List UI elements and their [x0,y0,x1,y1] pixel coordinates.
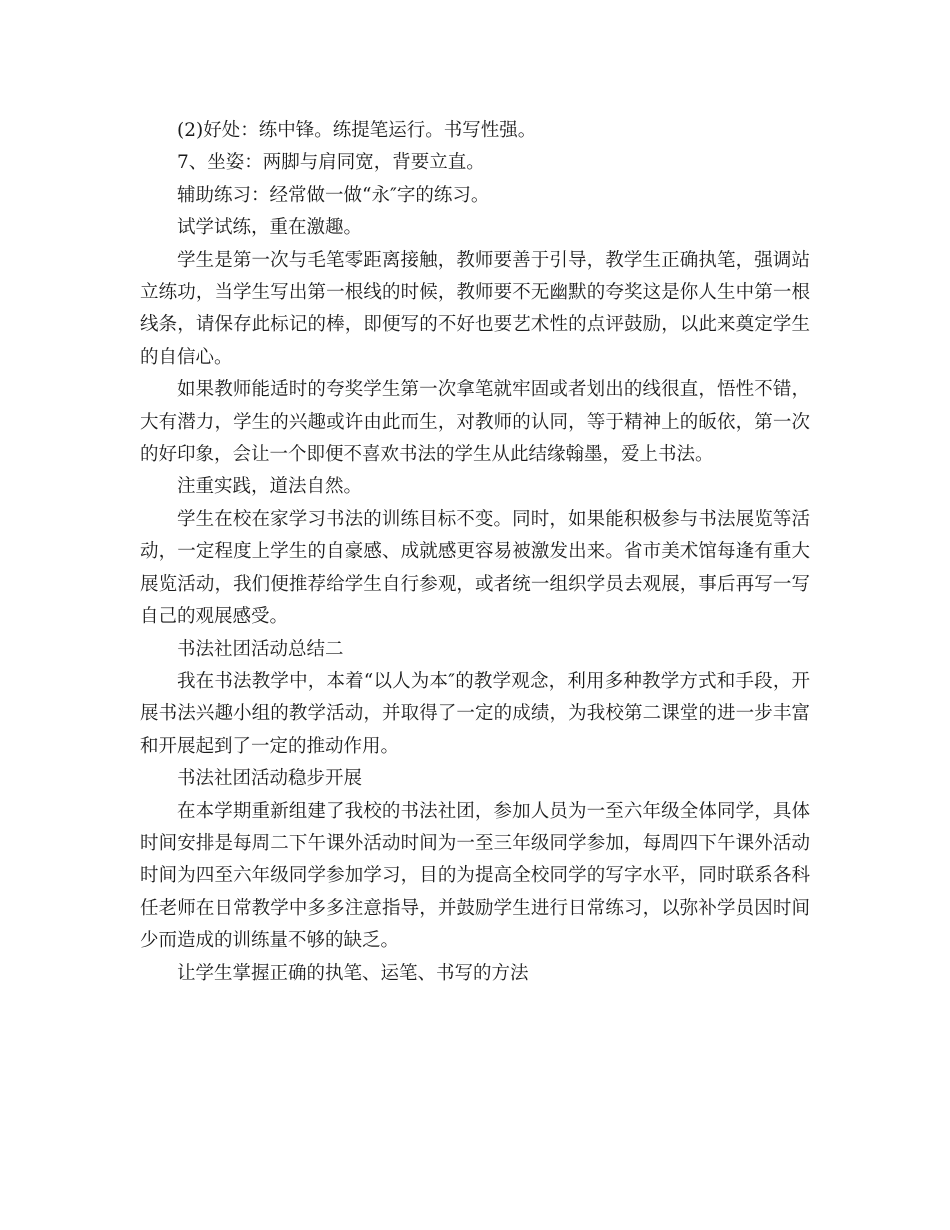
paragraph-club-schedule: 在本学期重新组建了我校的书法社团，参加人员为一至六年级全体同学，具体时间安排是每周二下午课外活动时间为一至三年级同学参加，每周四下午课外活动时间为四至六年级同学参加学习，目的为提高全校同学的写字水平，同时联系各科任老师在日常教学中多多注意指导，并鼓励学生进行日常练习，以弥补学员因时间少而造成的训练量不够的缺乏。 [140,800,810,952]
paragraph-auxiliary-practice: 辅助练习：经常做一做“永″字的练习。 [177,184,490,206]
heading-correct-method: 让学生掌握正确的执笔、运笔、书写的方法 [177,962,529,984]
heading-practice-nature: 注重实践，道法自然。 [177,476,363,498]
paragraph-exhibitions: 学生在校在家学习书法的训练目标不变。同时，如果能积极参与书法展览等活动，一定程度上学生的自豪感、成就感更容易被激发出来。省市美术馆每逢有重大展览活动，我们便推荐给学生自行参观，或者统一组织学员去观展，事后再写一写自己的观展感受。 [140,508,810,628]
document-body [140,115,810,990]
paragraph-first-contact: 学生是第一次与毛笔零距离接触，教师要善于引导，教学生正确执笔，强调站立练功，当学生写出第一根线的时候，教师要不无幽默的夸奖这是你人生中第一根线条，请保存此标记的棒，即便写的不好也要艺术性的点评鼓励，以此来奠定学生的自信心。 [140,249,810,368]
heading-trial-practice: 试学试练，重在激趣。 [177,217,363,239]
paragraph-benefit: (2)好处：练中锋。练提笔运行。书写性强。 [177,120,537,141]
paragraph-teaching-concept: 我在书法教学中，本着“以人为本″的教学观念，利用多种教学方式和手段，开展书法兴趣小组的教学活动，并取得了一定的成绩，为我校第二课堂的进一步丰富和开展起到了一定的推动作用。 [140,670,810,757]
heading-club-activities: 书法社团活动稳步开展 [177,768,363,790]
heading-summary-two: 书法社团活动总结二 [177,638,344,660]
paragraph-posture: 7、坐姿：两脚与肩同宽，背要立直。 [177,152,485,174]
paragraph-praise: 如果教师能适时的夸奖学生第一次拿笔就牢固或者划出的线很直，悟性不错，大有潜力，学生的兴趣或许由此而生，对教师的认同，等于精神上的皈依，第一次的好印象，会让一个即便不喜欢书法的学生从此结缘翰墨，爱上书法。 [140,379,810,466]
